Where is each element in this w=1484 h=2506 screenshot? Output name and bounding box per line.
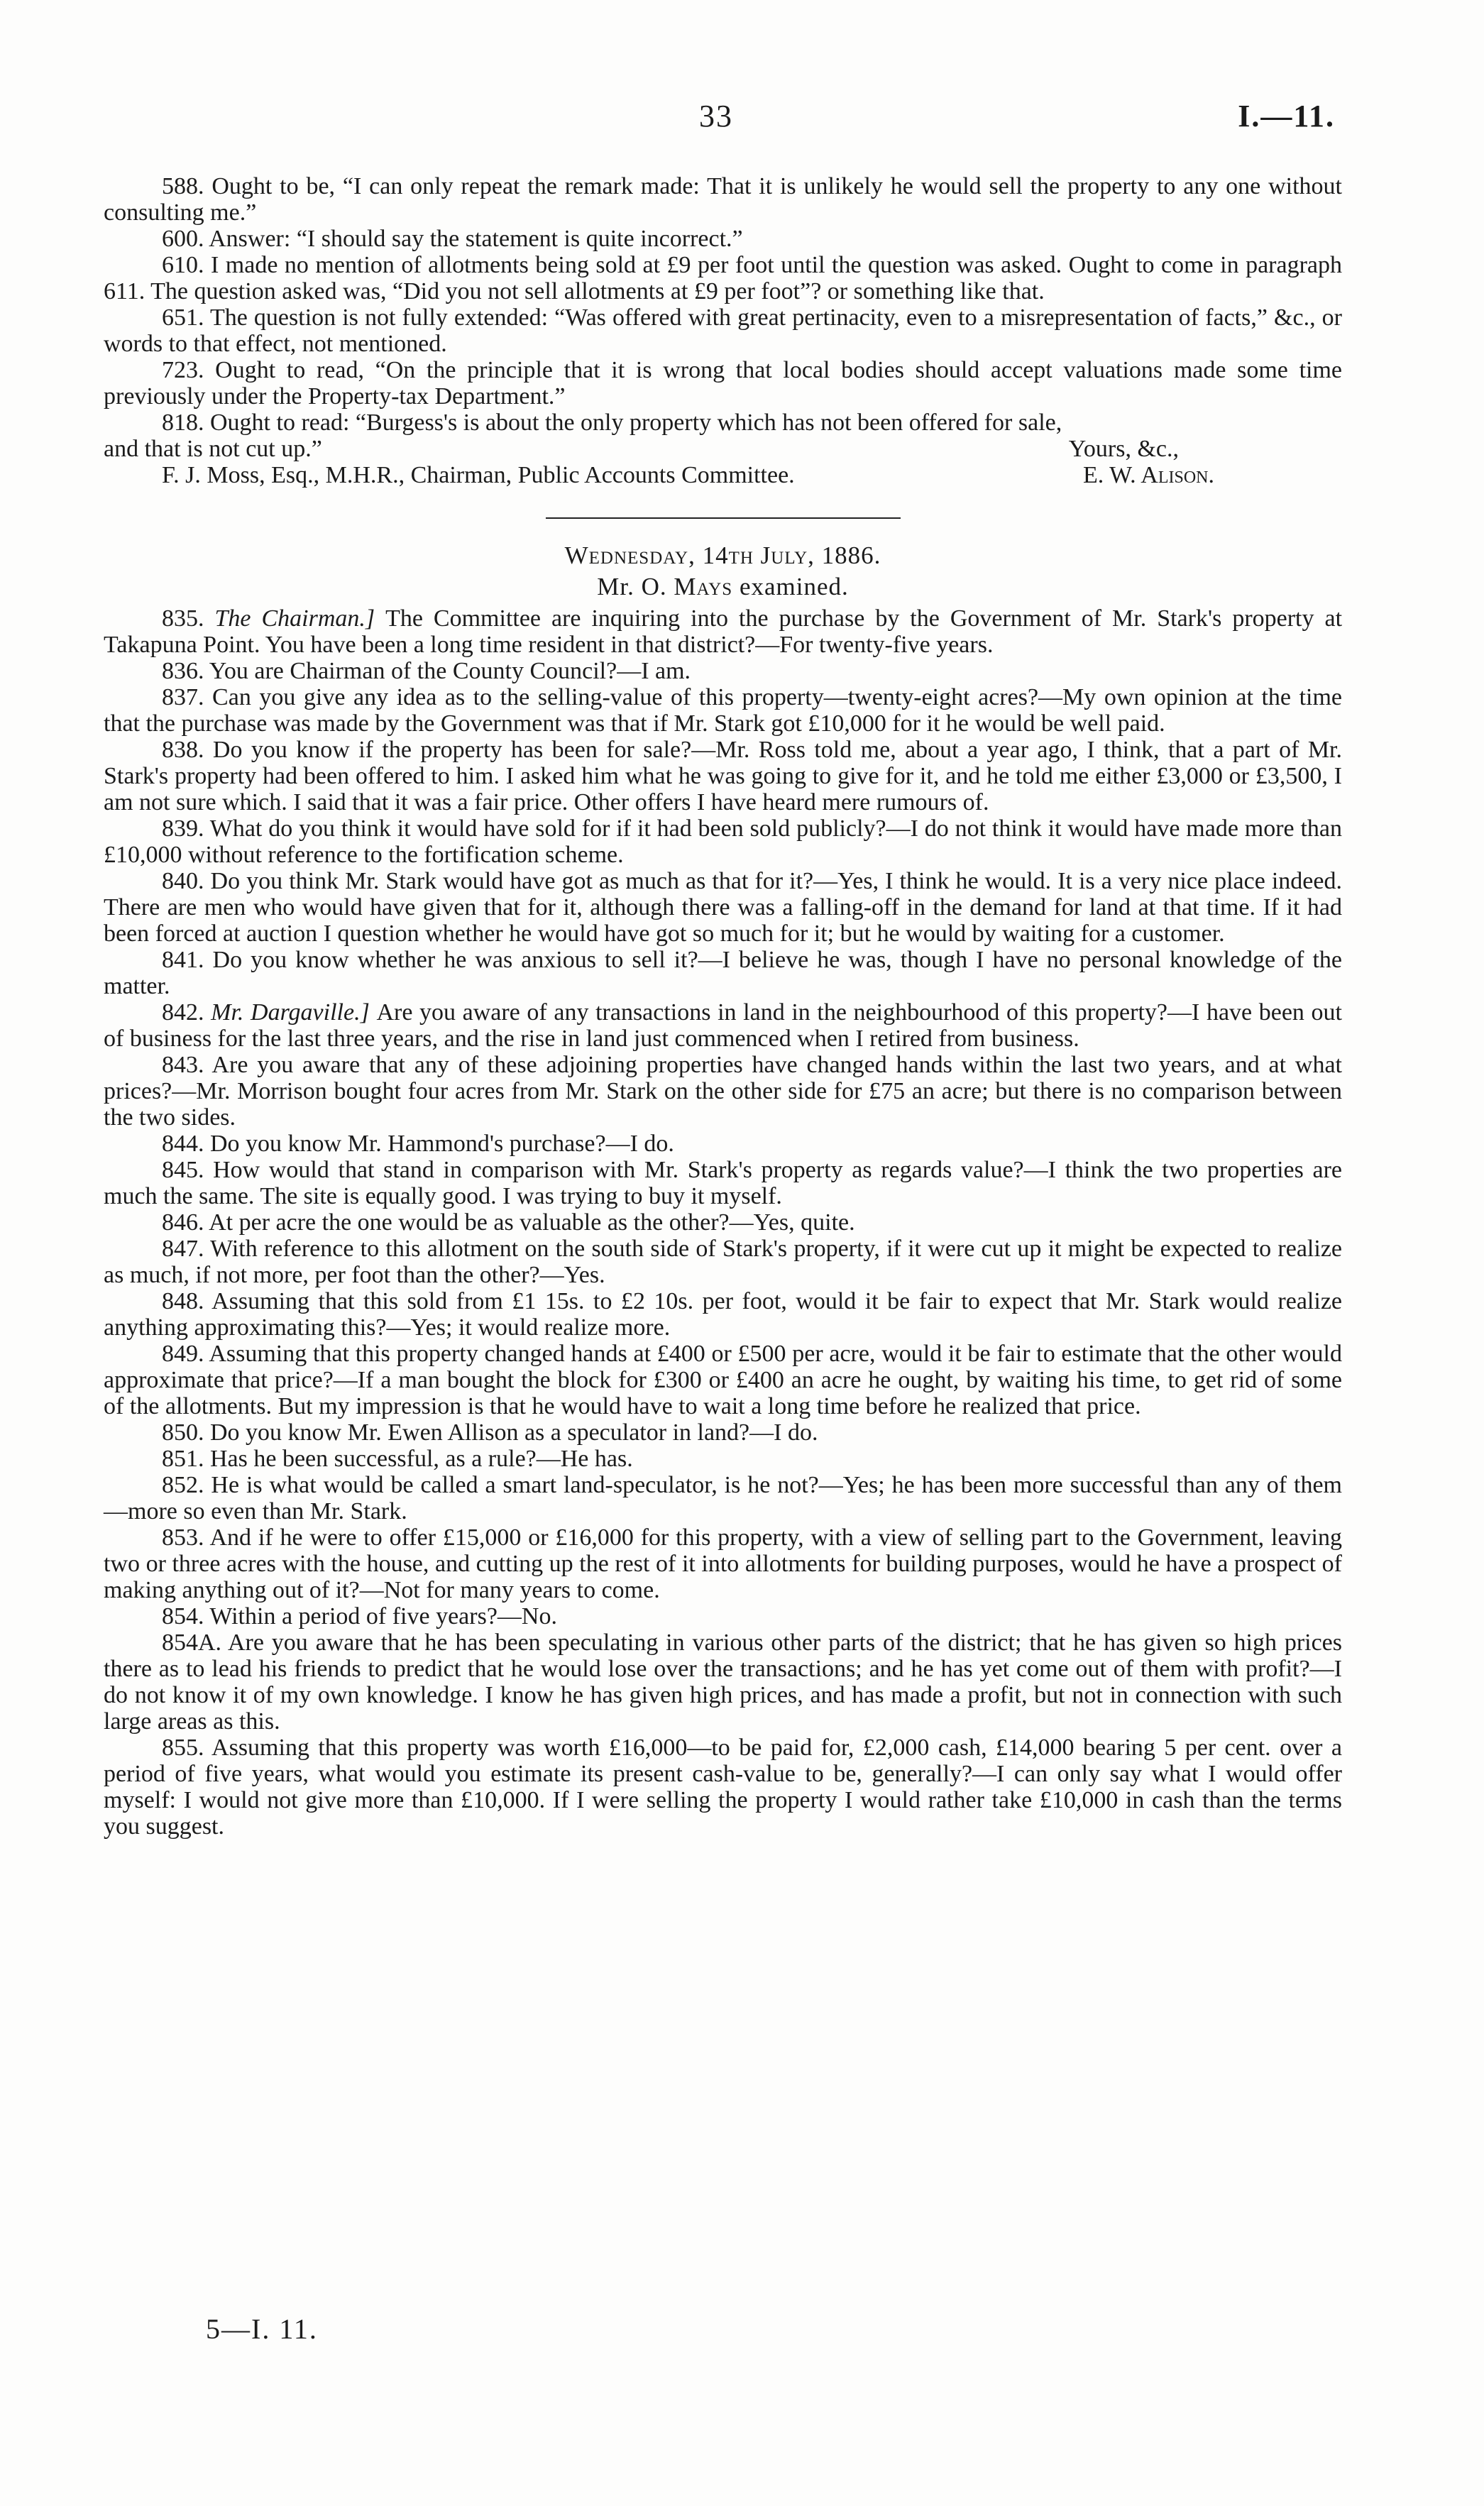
- page-number: 33: [699, 99, 733, 133]
- letter-paragraph: 651. The question is not fully extended: “Was offered with great pertinacity, even to a misrepresentation of facts,” &c., or words to that effect, not mentioned.: [104, 304, 1342, 357]
- page-header: [0, 98, 1484, 148]
- body-text: [104, 173, 1342, 1840]
- question-paragraph: 838. Do you know if the property has been for sale?—Mr. Ross told me, about a year ago, I think, that a part of Mr. Stark's property had been offered to him. I asked him what he was going to give for it, and he told me either £3,000 or £3,500, I am not sure which. I said that it was a fair price. Other offers I have heard mere rumours of.: [104, 737, 1342, 815]
- section-divider: [546, 517, 901, 519]
- letter-corrections: [104, 173, 1342, 490]
- letter-addressee: F. J. Moss, Esq., M.H.R., Chairman, Public Accounts Committee.: [162, 462, 795, 488]
- letter-paragraph: 723. Ought to read, “On the principle that it is wrong that local bodies should accept valuations made some time previously under the Property-tax Department.”: [104, 357, 1342, 410]
- letter-paragraph: 600. Answer: “I should say the statement is quite incorrect.”: [162, 226, 743, 252]
- question-paragraph: 836. You are Chairman of the County Council?—I am.: [162, 658, 691, 684]
- question-paragraph: [104, 999, 1342, 1052]
- speaker-name: The Chairman.]: [214, 605, 386, 632]
- letter-paragraph: 588. Ought to be, “I can only repeat the remark made: That it is unlikely he would sell the property to any one without consulting me.”: [104, 173, 1342, 226]
- question-paragraph: 850. Do you know Mr. Ewen Allison as a speculator in land?—I do.: [162, 1419, 818, 1446]
- question-paragraph: 848. Assuming that this sold from £1 15s. to £2 10s. per foot, would it be fair to expect that Mr. Stark would realize anything approximating this?—Yes; it would realize more.: [104, 1288, 1342, 1341]
- witness-heading: Mr. O. Mays examined.: [597, 573, 849, 600]
- question-paragraph: 852. He is what would be called a smart land-speculator, is he not?—Yes; he has been more successful than any of them—more so even than Mr. Stark.: [104, 1472, 1342, 1524]
- session-date-heading: Wednesday, 14th July, 1886.: [564, 542, 881, 569]
- letter-paragraph: 818. Ought to read: “Burgess's is about the only property which has not been offered for sale,: [162, 410, 1062, 436]
- question-paragraph: 847. With reference to this allotment on the south side of Stark's property, if it were cut up it might be expected to realize as much, if not more, per foot than the other?—Yes.: [104, 1236, 1342, 1288]
- question-paragraph: 853. And if he were to offer £15,000 or £16,000 for this property, with a view of selling part to the Government, leaving two or three acres with the house, and cutting up the rest of it into allotments for building purposes, would he have a prospect of making anything out of it?—Not for many years to come.: [104, 1524, 1342, 1603]
- question-number: 835.: [162, 605, 215, 632]
- question-paragraph: 846. At per acre the one would be as valuable as the other?—Yes, quite.: [162, 1209, 855, 1236]
- letter-valediction: Yours, &c.,: [1068, 436, 1179, 462]
- question-paragraph: 855. Assuming that this property was worth £16,000—to be paid for, £2,000 cash, £14,000 bearing 5 per cent. over a period of five years, what would you estimate its present cash-value to be, generally?—I can only say what I would offer myself: I would not give more than £10,000. If I were selling the property I would rather take £10,000 in cash than the terms you suggest.: [104, 1735, 1342, 1840]
- question-paragraph: 837. Can you give any idea as to the selling-value of this property—twenty-eight acres?—My own opinion at the time that the purchase was made by the Government was that if Mr. Stark got £10,000 for it he would be well paid.: [104, 684, 1342, 737]
- examination-questions: [104, 605, 1342, 1840]
- document-reference: I.—11.: [1238, 99, 1335, 133]
- letter-closing-line: [104, 436, 1342, 462]
- question-paragraph: 849. Assuming that this property changed hands at £400 or £500 per acre, would it be fair to estimate that the other would approximate that price?—If a man bought the block for £300 or £400 an acre he ought, by waiting his time, to get rid of some of the allotments. But my impression is that he would have to wait a long time before he realized that price.: [104, 1341, 1342, 1419]
- question-paragraph: 843. Are you aware that any of these adjoining properties have changed hands within the last two years, and at what prices?—Mr. Morrison bought four acres from Mr. Stark on the other side for £75 an acre; but there is no comparison between the two sides.: [104, 1052, 1342, 1131]
- signature-mark: 5—I. 11.: [206, 2313, 318, 2345]
- question-number: 842.: [162, 999, 211, 1026]
- question-paragraph: 839. What do you think it would have sold for if it had been sold publicly?—I do not think it would have made more than £10,000 without reference to the fortification scheme.: [104, 815, 1342, 868]
- question-paragraph: 840. Do you think Mr. Stark would have got as much as that for it?—Yes, I think he would. It is a very nice place indeed. There are men who would have given that for it, although there was a falling-off in the demand for land at that time. If it had been forced at auction I question whether he would have got so much for it; but he would by waiting for a customer.: [104, 868, 1342, 947]
- letter-last-line: and that is not cut up.”: [104, 436, 322, 462]
- letter-paragraph: 610. I made no mention of allotments being sold at £9 per foot until the question was asked. Ought to come in paragraph 611. The question asked was, “Did you not sell allotments at £9 per foot”? or something like that.: [104, 252, 1342, 304]
- question-paragraph: 841. Do you know whether he was anxious to sell it?—I believe he was, though I have no personal knowledge of the matter.: [104, 947, 1342, 999]
- question-paragraph: 844. Do you know Mr. Hammond's purchase?—I do.: [162, 1131, 674, 1157]
- question-paragraph: [104, 605, 1342, 658]
- question-paragraph: 845. How would that stand in comparison with Mr. Stark's property as regards value?—I think the two properties are much the same. The site is equally good. I was trying to buy it myself.: [104, 1157, 1342, 1209]
- question-paragraph: 854. Within a period of five years?—No.: [162, 1603, 557, 1630]
- speaker-name: Mr. Dargaville.]: [211, 999, 377, 1026]
- question-text: Are you aware of any transactions in land in the neighbourhood of this property?—I have been out of business for the last three years, and the rise in land just commenced when I retired from business.: [104, 999, 1342, 1052]
- letter-signature: E. W. Alison.: [1083, 462, 1214, 488]
- question-text: The Committee are inquiring into the purchase by the Government of Mr. Stark's property at Takapuna Point. You have been a long time resident in that district?—For twenty-five years.: [104, 605, 1343, 658]
- question-paragraph: 851. Has he been successful, as a rule?—He has.: [162, 1446, 633, 1472]
- letter-signature-line: [104, 462, 1342, 490]
- witness-surname: Mays: [674, 573, 733, 600]
- question-paragraph: 854A. Are you aware that he has been speculating in various other parts of the district; that he has given so high prices there as to lead his friends to predict that he would lose over the transactions; and he has yet come out of them with profit?—I do not know it of my own knowledge. I know he has given high prices, and has made a profit, but not in connection with such large areas as this.: [104, 1630, 1342, 1735]
